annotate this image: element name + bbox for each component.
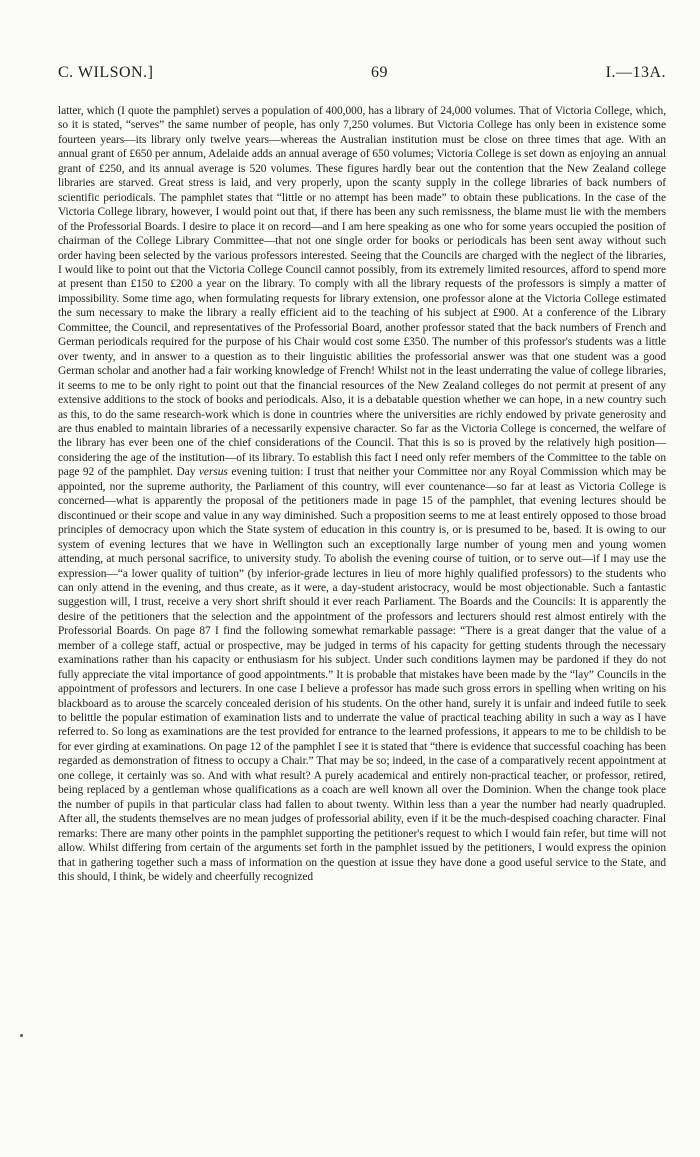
document-reference: I.—13A.	[605, 64, 666, 81]
margin-mark	[20, 1034, 23, 1037]
body-text	[58, 104, 666, 884]
page-number: 69	[371, 64, 389, 81]
page-header	[58, 64, 666, 82]
body-text-part-2: evening tuition: I trust that neither your Committee nor any Royal Commission which may be appointed, nor the supreme authority, the Parliament of this country, will ever countenance—so far at least as Victoria College is concerned—what is apparently the proposal of the petitioners made in page 15 of the pamphlet, that evening lectures should be discontinued or their scope and value in any way diminished. Such a proposition seems to me at least entirely opposed to those broad principles of democracy upon which the State system of education in this country is, or is presumed to be, based. It is owing to our system of evening lectures that we have in Wellington such an exceptionally large number of young men and young women attending, at much personal sacrifice, to university study. To abolish the evening course of tuition, or to serve out—if I may use the expression—“a lower quality of tuition” (by inferior-grade lectures in lieu of more highly qualified professors) to the students who can only attend in the evening, and thus create, as it were, a day-student aristocracy, would be most objectionable. Such a fantastic suggestion will, I trust, receive a very short shrift should it ever reach Parliament. The Boards and the Councils: It is apparently the desire of the petitioners that the selection and the appointment of the professors and lecturers should rest almost entirely with the Professorial Boards. On page 87 I find the following somewhat remarkable passage: “There is a great danger that the value of a member of a college staff, actual or prospective, may be judged in terms of his capacity for getting students through the necessary examinations rather than his capacity or enthusiasm for his subject. Under such conditions laymen may be pardoned if they do not fully appreciate the vital importance of good appointments.” It is probable that mistakes have been made by the “lay” Councils in the appointment of professors and lecturers. In one case I believe a professor has made such gross errors in spelling when writing on his blackboard as to arouse the scarcely concealed derision of his students. On the other hand, surely it is unfair and indeed futile to seek to belittle the popular estimation of examination lists and to underrate the value of practical teaching ability in such a way as I have referred to. So long as examinations are the test provided for entrance to the learned professions, it appears to me to be childish to be for ever girding at examinations. On page 12 of the pamphlet I see it is stated that “there is evidence that successful coaching has been regarded as demonstration of fitness to occupy a Chair.” That may be so; indeed, in the case of a comparatively recent appointment at one college, it certainly was so. And with what result? A purely academical and entirely non-practical teacher, or professor, retired, being replaced by a gentleman whose qualifications as a coach are well known all over the Dominion. When the change took place the number of pupils in that particular class had fallen to about twenty. Within less than a year the number had nearly quadrupled. After all, the students themselves are no mean judges of professorial ability, even if it be the much-despised coaching character. Final remarks: There are many other points in the pamphlet supporting the petitioner's request to which I would fain refer, but time will not allow. Whilst differing from certain of the arguments set forth in the pamphlet issued by the petitioners, I would express the opinion that in gathering together such a mass of information on the question at issue they have done a good useful service to the State, and this should, I think, be widely and cheerfully recognized	[58, 466, 667, 884]
body-paragraph	[58, 104, 666, 884]
body-text-part-1: latter, which (I quote the pamphlet) serves a population of 400,000, has a library of 24,000 volumes. That of Victoria College, which, so it is stated, “serves” the same number of people, has only 7,250 volumes. But Victoria College has only been in existence some fourteen years—its library only twelve years—whereas the Australian institution must be close on three times that age. With an annual grant of £650 per annum, Adelaide adds an annual average of 650 volumes; Victoria College is set down as enjoying an annual grant of £250, and its annual average is 520 volumes. These figures hardly bear out the contention that the New Zealand college libraries are starved. Great stress is laid, and very properly, upon the scanty supply in the college libraries of back numbers of scientific periodicals. The pamphlet states that “little or no attempt has been made” to obtain these publications. In the case of the Victoria College library, however, I would point out that, if there has been any such remissness, the blame must lie with the members of the Professorial Boards. I desire to place it on record—and I am here speaking as one who for some years occupied the position of chairman of the College Library Committee—that not one single order for books or periodicals has been sent away without such order having been selected by the various professors interested. Seeing that the Councils are charged with the neglect of the libraries, I would like to point out that the Victoria College Council cannot possibly, from its extremely limited resources, afford to spend more at present than £150 to £200 a year on the library. To comply with all the library requests of the professors is simply a matter of impossibility. Some time ago, when formulating requests for library extension, one professor alone at the Victoria College estimated the sum necessary to make the library a really efficient aid to the teaching of his subject at £900. At a conference of the Library Committee, the Council, and representatives of the Professorial Board, another professor stated that the back numbers of French and German periodicals required for the purpose of his Chair would cost some £350. The number of this professor's students was a little over twenty, and in answer to a question as to their linguistic abilities the professorial answer was that one student was a good German scholar and another had a fair working knowledge of French! Whilst not in the least underrating the value of college libraries, it seems to me to be only right to point out that the financial resources of the New Zealand colleges do not permit at present of any extensive additions to the stock of books and periodicals. Also, it is a debatable question whether we can hope, in a new country such as this, to do the same research-work which is done in countries where the universities are richly endowed by private generosity and are thus enabled to maintain libraries of a necessarily expensive character. So far as the Victoria College is concerned, the welfare of the library has ever been one of the chief considerations of the Council. That this is so is proved by the relatively high position—considering the age of the institution—of its library. To establish this fact I need only refer members of the Committee to the table on page 92 of the pamphlet. Day	[58, 105, 666, 479]
header-author: C. WILSON.]	[58, 64, 154, 81]
document-page	[58, 64, 666, 884]
versus-italic: versus	[198, 466, 228, 479]
